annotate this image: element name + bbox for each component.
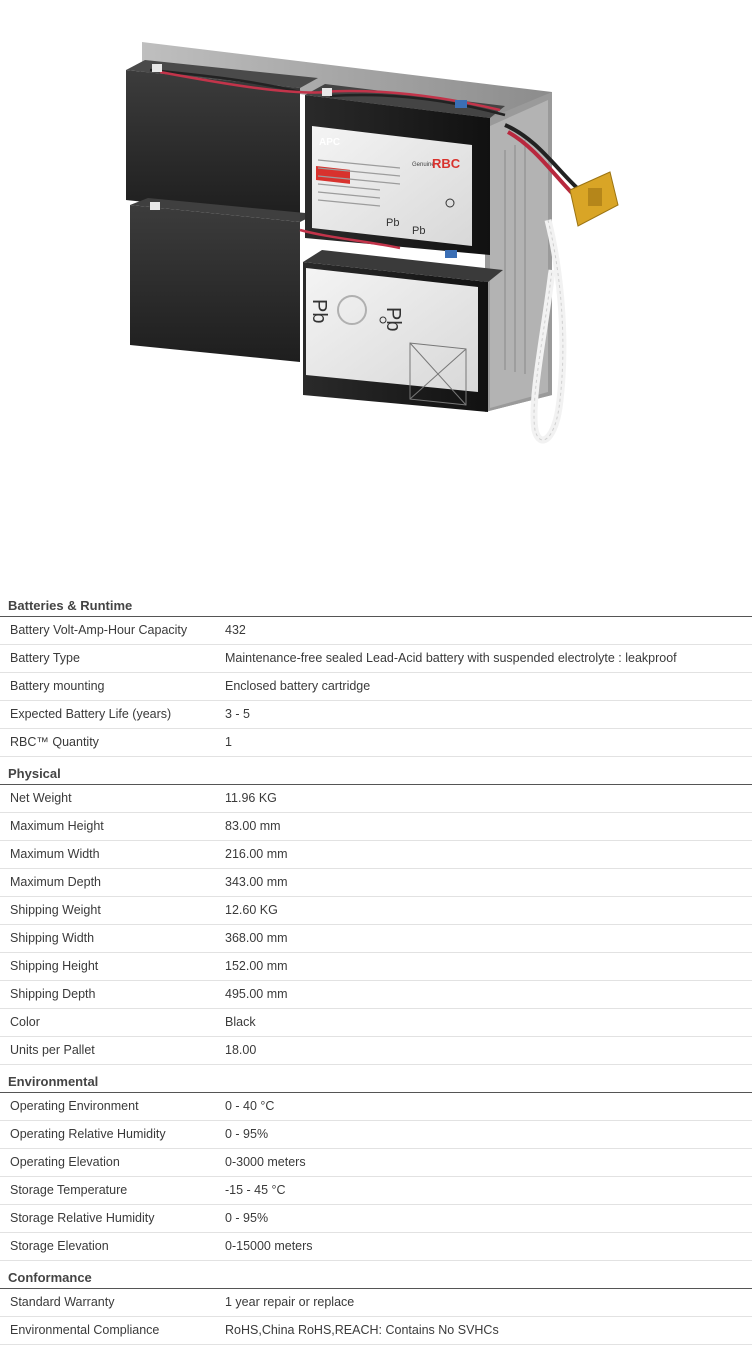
spec-value: -15 - 45 °C xyxy=(225,1183,286,1197)
spec-row xyxy=(0,897,752,925)
battery-cell xyxy=(130,205,300,362)
spec-section xyxy=(0,1261,752,1345)
spec-row xyxy=(0,1205,752,1233)
section-title: Batteries & Runtime xyxy=(0,594,752,617)
spec-row xyxy=(0,981,752,1009)
spec-value: 152.00 mm xyxy=(225,959,288,973)
spec-label: Expected Battery Life (years) xyxy=(10,707,172,721)
section-title: Conformance xyxy=(0,1266,752,1289)
spec-value: 0 - 40 °C xyxy=(225,1099,275,1113)
spec-label: Environmental Compliance xyxy=(10,1323,160,1337)
spec-label: Shipping Height xyxy=(10,959,99,973)
spec-row xyxy=(0,617,752,645)
spec-value: 1 year repair or replace xyxy=(225,1295,355,1309)
spec-value: 368.00 mm xyxy=(225,931,288,945)
spec-value: Black xyxy=(225,1015,256,1029)
spec-row xyxy=(0,1009,752,1037)
spec-row xyxy=(0,1177,752,1205)
spec-row xyxy=(0,1317,752,1345)
spec-label: Net Weight xyxy=(10,791,72,805)
spec-label: Maximum Depth xyxy=(10,875,101,889)
spec-row xyxy=(0,869,752,897)
spec-label: Shipping Width xyxy=(10,931,95,945)
product-image xyxy=(0,0,752,590)
spec-label: Storage Elevation xyxy=(10,1239,109,1253)
spec-label: Color xyxy=(10,1015,40,1029)
spec-value: 0-3000 meters xyxy=(225,1155,306,1169)
spec-value: 432 xyxy=(225,623,246,637)
svg-text:Pb: Pb xyxy=(382,307,404,332)
spec-label: Storage Temperature xyxy=(10,1183,128,1197)
spec-value: 11.96 KG xyxy=(225,791,277,805)
spec-value: 216.00 mm xyxy=(225,847,288,861)
spec-value: 0 - 95% xyxy=(225,1211,269,1225)
spec-row xyxy=(0,1121,752,1149)
section-title: Environmental xyxy=(0,1070,752,1093)
spec-row xyxy=(0,1093,752,1121)
svg-text:Genuine: Genuine xyxy=(412,162,435,168)
spec-label: Units per Pallet xyxy=(10,1043,95,1057)
svg-text:Pb: Pb xyxy=(386,217,400,229)
spec-value: 12.60 KG xyxy=(225,903,278,917)
spec-row xyxy=(0,1289,752,1317)
spec-label: RBC™ Quantity xyxy=(10,735,99,749)
spec-value: Enclosed battery cartridge xyxy=(225,679,371,693)
spec-section xyxy=(0,757,752,1065)
spec-row xyxy=(0,1233,752,1261)
spec-row xyxy=(0,701,752,729)
section-title: Physical xyxy=(0,762,752,785)
spec-row xyxy=(0,1037,752,1065)
spec-label: Battery Volt-Amp-Hour Capacity xyxy=(10,623,188,637)
spec-row xyxy=(0,841,752,869)
spec-label: Maximum Height xyxy=(10,819,104,833)
spec-section xyxy=(0,594,752,757)
spec-label: Shipping Depth xyxy=(10,987,96,1001)
battery-cartridge-illustration xyxy=(0,0,752,590)
spec-value: 343.00 mm xyxy=(225,875,288,889)
spec-label: Battery mounting xyxy=(10,679,105,693)
spec-value: 83.00 mm xyxy=(225,819,281,833)
spec-value: 0 - 95% xyxy=(225,1127,269,1141)
spec-row xyxy=(0,673,752,701)
spec-label: Operating Relative Humidity xyxy=(10,1127,166,1141)
spec-value: 495.00 mm xyxy=(225,987,288,1001)
spec-value: 3 - 5 xyxy=(225,707,251,721)
spec-value: 0-15000 meters xyxy=(225,1239,313,1253)
spec-row xyxy=(0,953,752,981)
spec-label: Operating Environment xyxy=(10,1099,139,1113)
spec-label: Standard Warranty xyxy=(10,1295,115,1309)
svg-text:Pb: Pb xyxy=(308,299,330,324)
apc-logo: APC xyxy=(319,137,341,148)
spec-value: RoHS,China RoHS,REACH: Contains No SVHCs xyxy=(225,1323,499,1337)
spec-label: Storage Relative Humidity xyxy=(10,1211,155,1225)
spec-row xyxy=(0,813,752,841)
spec-label: Operating Elevation xyxy=(10,1155,120,1169)
spec-label: Battery Type xyxy=(10,651,80,665)
specification-table xyxy=(0,594,752,1345)
spec-section xyxy=(0,1065,752,1261)
svg-text:Pb: Pb xyxy=(412,225,426,237)
spec-row xyxy=(0,925,752,953)
rbc-badge: RBC xyxy=(432,156,461,171)
spec-row xyxy=(0,785,752,813)
spec-row xyxy=(0,1149,752,1177)
battery-cell xyxy=(126,70,300,218)
spec-row xyxy=(0,645,752,673)
spec-value: 18.00 xyxy=(225,1043,257,1057)
spec-row xyxy=(0,729,752,757)
spec-value: Maintenance-free sealed Lead-Acid battery with suspended electrolyte : leakproof xyxy=(225,651,677,665)
spec-label: Shipping Weight xyxy=(10,903,101,917)
spec-label: Maximum Width xyxy=(10,847,100,861)
spec-value: 1 xyxy=(225,735,232,749)
